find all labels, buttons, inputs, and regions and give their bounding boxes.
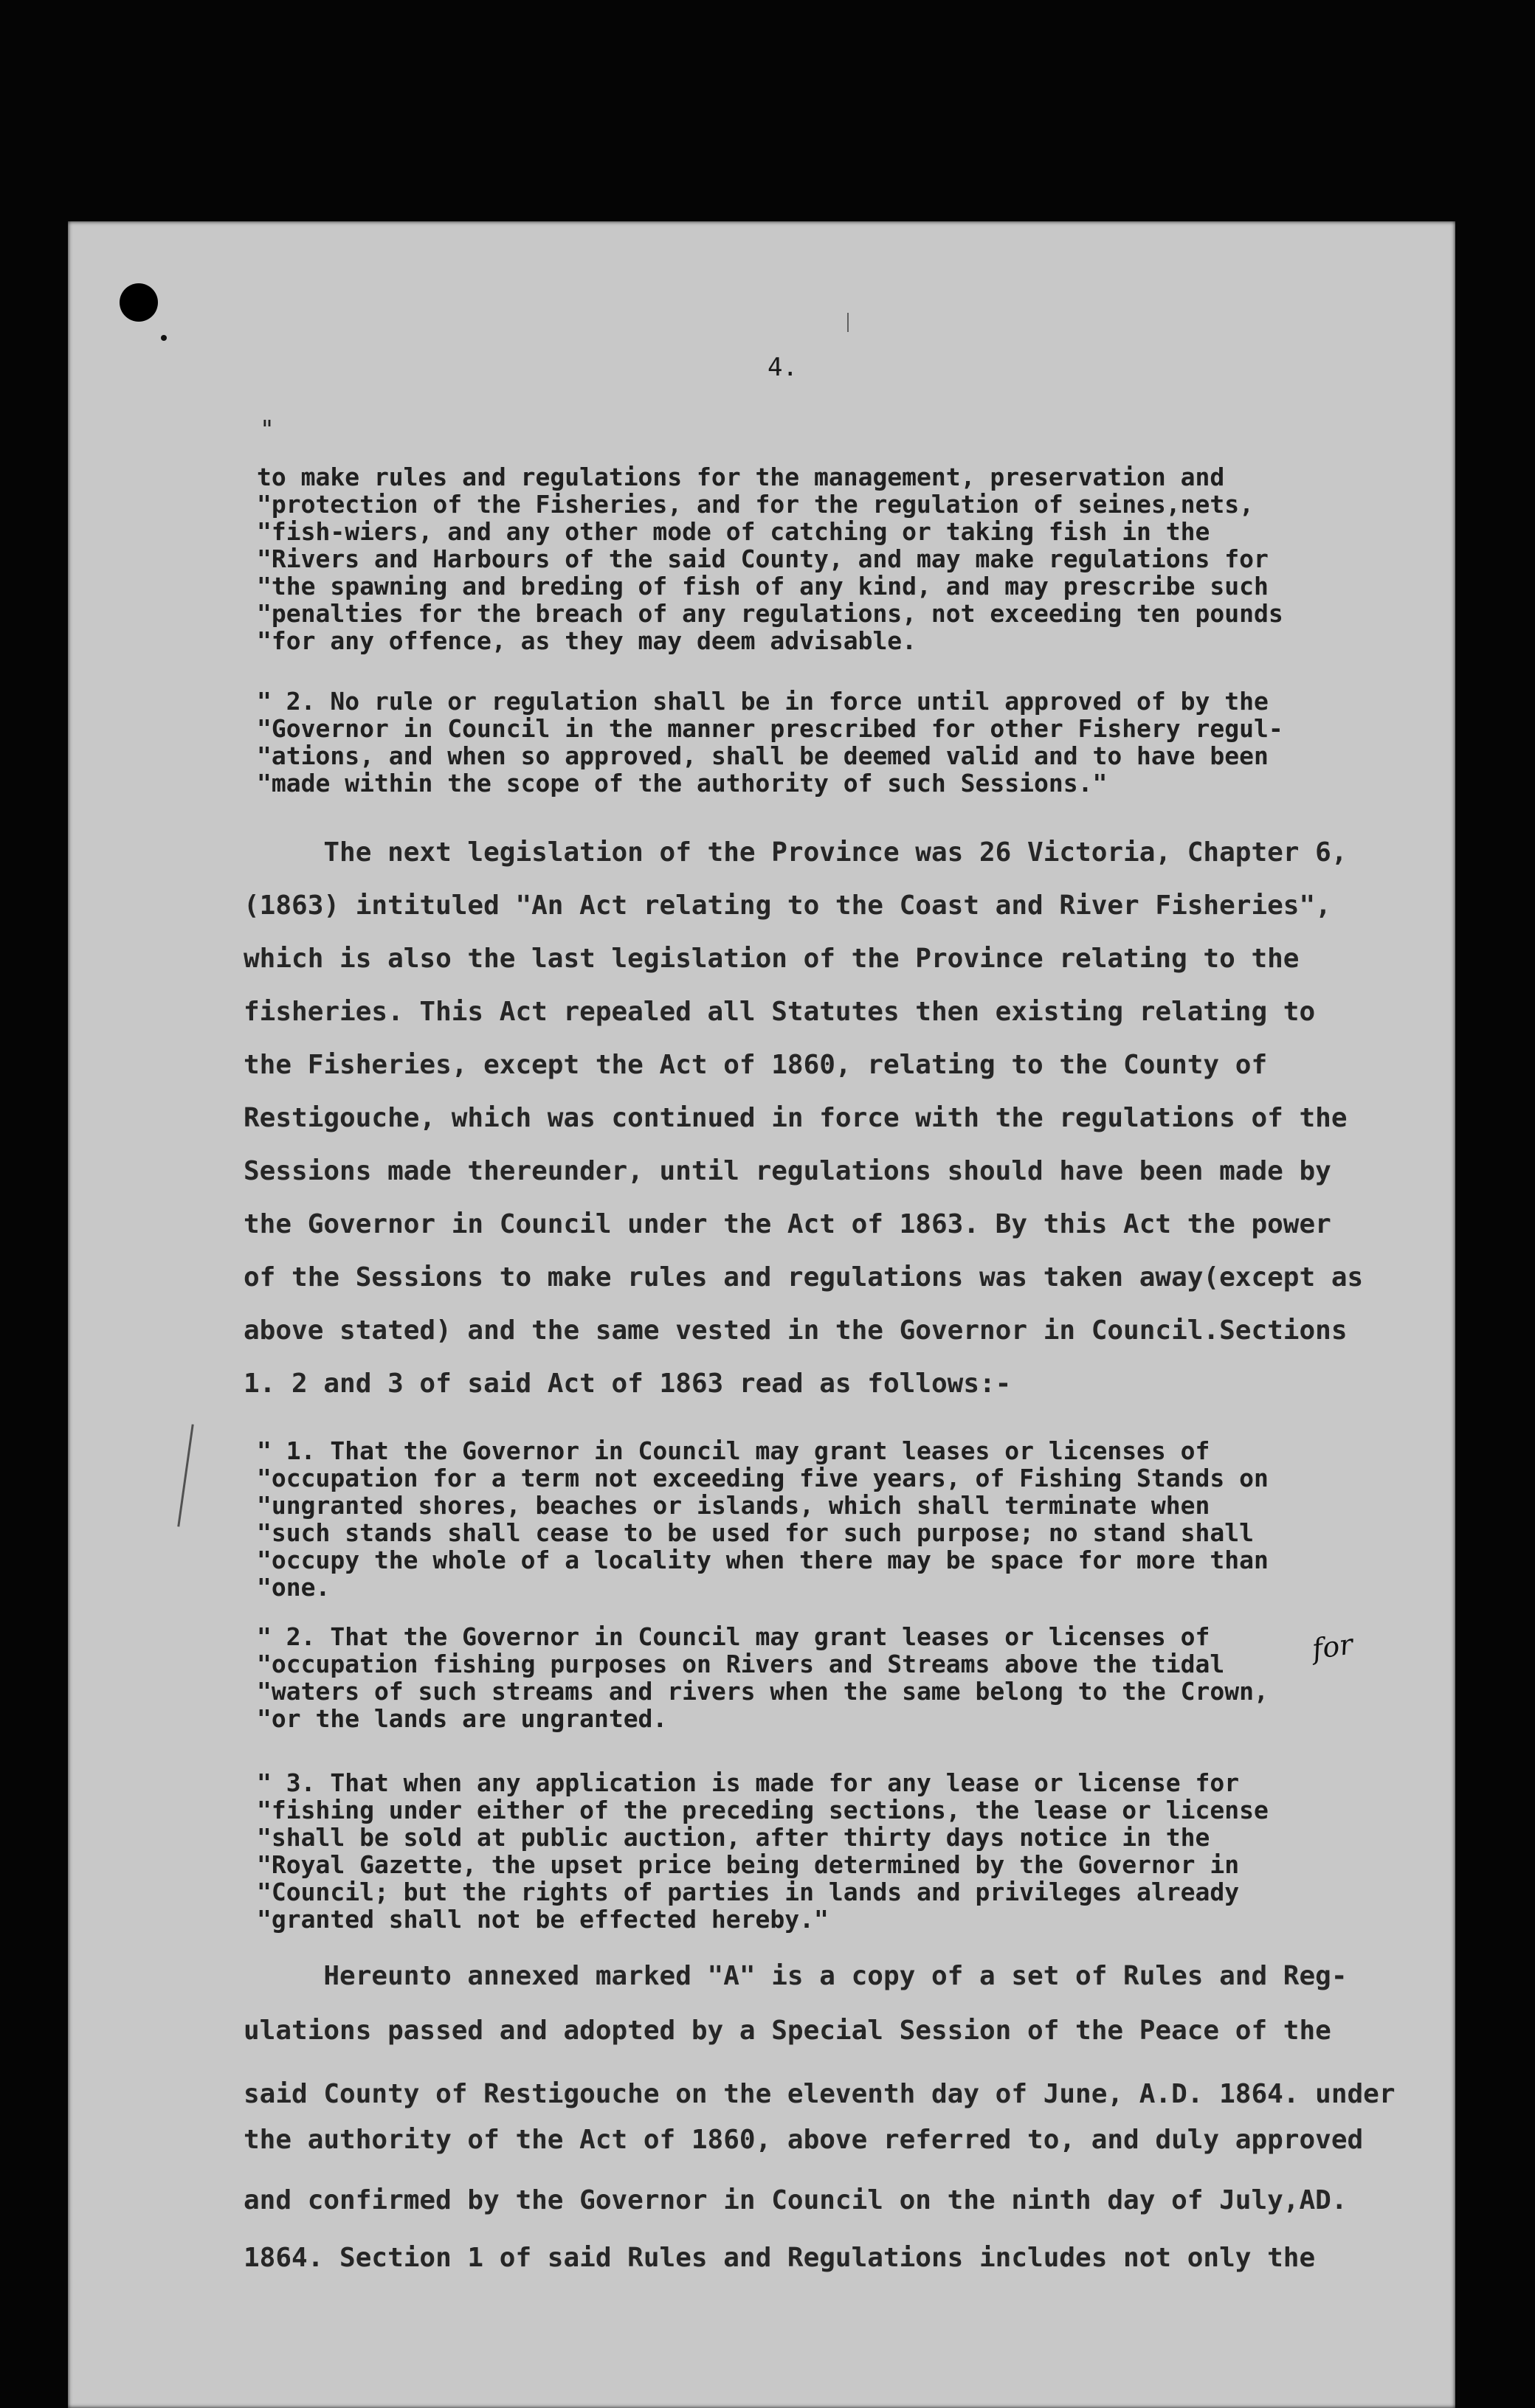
paragraph1-line: 1. 2 and 3 of said Act of 1863 read as follows:- (244, 1369, 1012, 1399)
paragraph1-line: The next legislation of the Province was 26 Victoria, Chapter 6, (244, 837, 1348, 868)
quote1-line: "penalties for the breach of any regulations, not exceeding ten pounds (257, 599, 1283, 628)
paragraph1-line: Restigouche, which was continued in force with the regulations of the (244, 1103, 1348, 1133)
quote2-line: "made within the scope of the authority of such Sessions." (257, 769, 1108, 798)
quote-open-mark: " (260, 415, 275, 443)
quote2-line: "Governor in Council in the manner prescribed for other Fishery regul- (257, 714, 1283, 743)
quote3-line: "such stands shall cease to be used for such purpose; no stand shall (257, 1518, 1255, 1547)
quote5-line: "granted shall not be effected hereby." (257, 1905, 829, 1934)
quote5-line: "fishing under either of the preceding sections, the lease or license (257, 1796, 1269, 1824)
paragraph1-line: the Governor in Council under the Act of 1863. By this Act the power (244, 1209, 1331, 1239)
punch-hole-fragment (161, 335, 167, 341)
quote1-line: "protection of the Fisheries, and for the regulation of seines,nets, (257, 490, 1255, 519)
quote2-line: "ations, and when so approved, shall be deemed valid and to have been (257, 741, 1269, 770)
quote1-line: to make rules and regulations for the management, preservation and (257, 463, 1225, 491)
paragraph2-line: ulations passed and adopted by a Special Session of the Peace of the (244, 2016, 1331, 2046)
paragraph2-line: and confirmed by the Governor in Council on the ninth day of July,AD. (244, 2185, 1348, 2215)
quote4-line: "or the lands are ungranted. (257, 1704, 668, 1733)
paragraph2-line: said County of Restigouche on the eleventh day of June, A.D. 1864. under (244, 2079, 1396, 2109)
quote1-line: "Rivers and Harbours of the said County, and may make regulations for (257, 544, 1269, 573)
paragraph2-line: the authority of the Act of 1860, above referred to, and duly approved (244, 2125, 1364, 2155)
paragraph1-line: the Fisheries, except the Act of 1860, relating to the County of (244, 1050, 1268, 1080)
handwritten-correction: for (1310, 1627, 1355, 1666)
quote1-line: "the spawning and breding of fish of any kind, and may prescribe such (257, 572, 1269, 601)
quote5-line: "Council; but the rights of parties in lands and privileges already (257, 1878, 1240, 1906)
paragraph1-line: of the Sessions to make rules and regulations was taken away(except as (244, 1262, 1364, 1293)
quote3-line: "one. (257, 1573, 331, 1602)
paragraph2-line: 1864. Section 1 of said Rules and Regulations includes not only the (244, 2243, 1316, 2273)
quote5-line: "Royal Gazette, the upset price being determined by the Governor in (257, 1850, 1240, 1879)
paragraph1-line: Sessions made thereunder, until regulations should have been made by (244, 1156, 1331, 1186)
paragraph1-line: above stated) and the same vested in the Governor in Council.Sections (244, 1315, 1348, 1346)
quote3-line: " 1. That the Governor in Council may grant leases or licenses of (257, 1436, 1210, 1465)
paragraph1-line: (1863) intituled "An Act relating to the Coast and River Fisheries", (244, 890, 1331, 921)
paragraph1-line: fisheries. This Act repealed all Statutes then existing relating to (244, 997, 1316, 1027)
quote3-line: "occupation for a term not exceeding five years, of Fishing Stands on (257, 1464, 1269, 1492)
quote5-line: " 3. That when any application is made for any lease or license for (257, 1768, 1240, 1797)
quote1-line: "for any offence, as they may deem advisable. (257, 626, 917, 655)
quote2-line: " 2. No rule or regulation shall be in force until approved of by the (257, 687, 1269, 716)
quote1-line: "fish-wiers, and any other mode of catching or taking fish in the (257, 517, 1210, 546)
punch-hole (120, 283, 158, 322)
quote4-line: " 2. That the Governor in Council may grant leases or licenses of (257, 1622, 1210, 1651)
quote4-line: "occupation fishing purposes on Rivers and Streams above the tidal (257, 1650, 1225, 1678)
paragraph1-line: which is also the last legislation of the Province relating to the (244, 944, 1300, 974)
stray-pen-mark (847, 313, 849, 332)
quote3-line: "ungranted shores, beaches or islands, which shall terminate when (257, 1491, 1210, 1520)
quote3-line: "occupy the whole of a locality when there may be space for more than (257, 1546, 1269, 1574)
paragraph2-line: Hereunto annexed marked "A" is a copy of a set of Rules and Reg- (244, 1961, 1348, 1991)
quote4-line: "waters of such streams and rivers when the same belong to the Crown, (257, 1677, 1269, 1706)
page-number: 4. (768, 353, 798, 382)
quote5-line: "shall be sold at public auction, after thirty days notice in the (257, 1823, 1210, 1852)
